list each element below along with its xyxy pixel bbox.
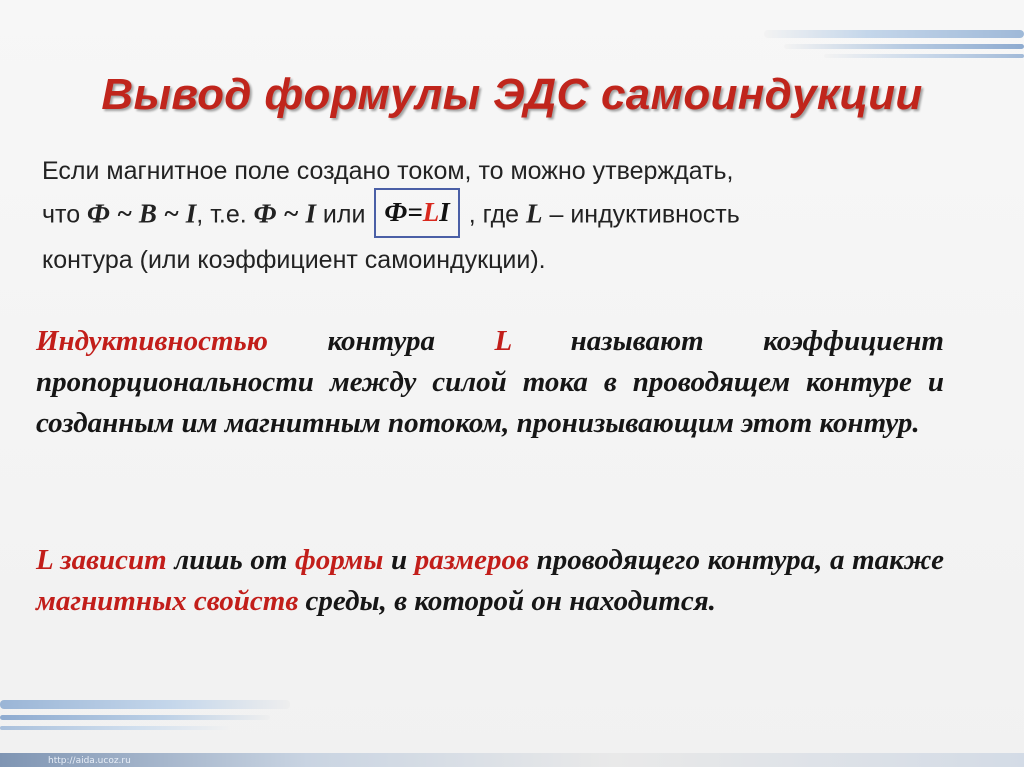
- intro-text-segment: или: [315, 200, 373, 229]
- definition-paragraph: [36, 321, 944, 444]
- formula-inductance: L: [422, 197, 440, 227]
- dependence-paragraph: [36, 540, 944, 622]
- highlighted-word: зависит: [52, 544, 167, 576]
- intro-line-1: Если магнитное поле создано током, то можно утверждать,: [42, 157, 734, 185]
- decorative-frame-bottom-left: [0, 700, 300, 732]
- highlighted-word: размеров: [414, 544, 530, 576]
- flux-formula-box: [374, 188, 459, 238]
- defined-term: Индуктивностью: [36, 325, 268, 357]
- formula-current: I: [439, 197, 450, 227]
- slide-title: Вывод формулы ЭДС самоиндукции: [101, 70, 923, 119]
- intro-text-segment: , т.е.: [196, 200, 254, 229]
- footer-url: http://aida.ucoz.ru: [48, 756, 131, 766]
- highlighted-phrase: магнитных свойств: [36, 585, 299, 617]
- inductance-symbol: L: [36, 544, 53, 576]
- paragraph-text: лишь от: [166, 544, 296, 576]
- flux-current-proportionality: Ф ~ I: [253, 198, 316, 229]
- inductance-symbol: L: [494, 325, 512, 357]
- paragraph-text: и: [383, 544, 415, 576]
- intro-text-segment: что: [42, 200, 88, 229]
- intro-text-segment: – индуктивность: [542, 200, 740, 229]
- proportionality-expression: Ф ~ B ~ I: [87, 198, 197, 229]
- paragraph-text: среды, в которой он находится.: [298, 585, 716, 617]
- paragraph-text: называют коэффициент пропорциональности между силой тока в проводящем контуре и созданным им магнитным потоком, пронизывающим этот контур.: [36, 325, 944, 439]
- footer-strip: [0, 753, 1024, 767]
- intro-line-2: [42, 191, 942, 241]
- paragraph-text: контура: [267, 325, 495, 357]
- paragraph-text: проводящего контура, а также: [529, 544, 944, 576]
- highlighted-word: формы: [295, 544, 384, 576]
- intro-text: [42, 152, 942, 280]
- inductance-symbol: L: [526, 198, 543, 229]
- intro-text-segment: , где: [461, 200, 527, 229]
- intro-line-3: контура (или коэффициент самоиндукции).: [42, 246, 546, 274]
- formula-phi: Ф=: [384, 197, 423, 227]
- decorative-frame-top-right: [764, 30, 1024, 60]
